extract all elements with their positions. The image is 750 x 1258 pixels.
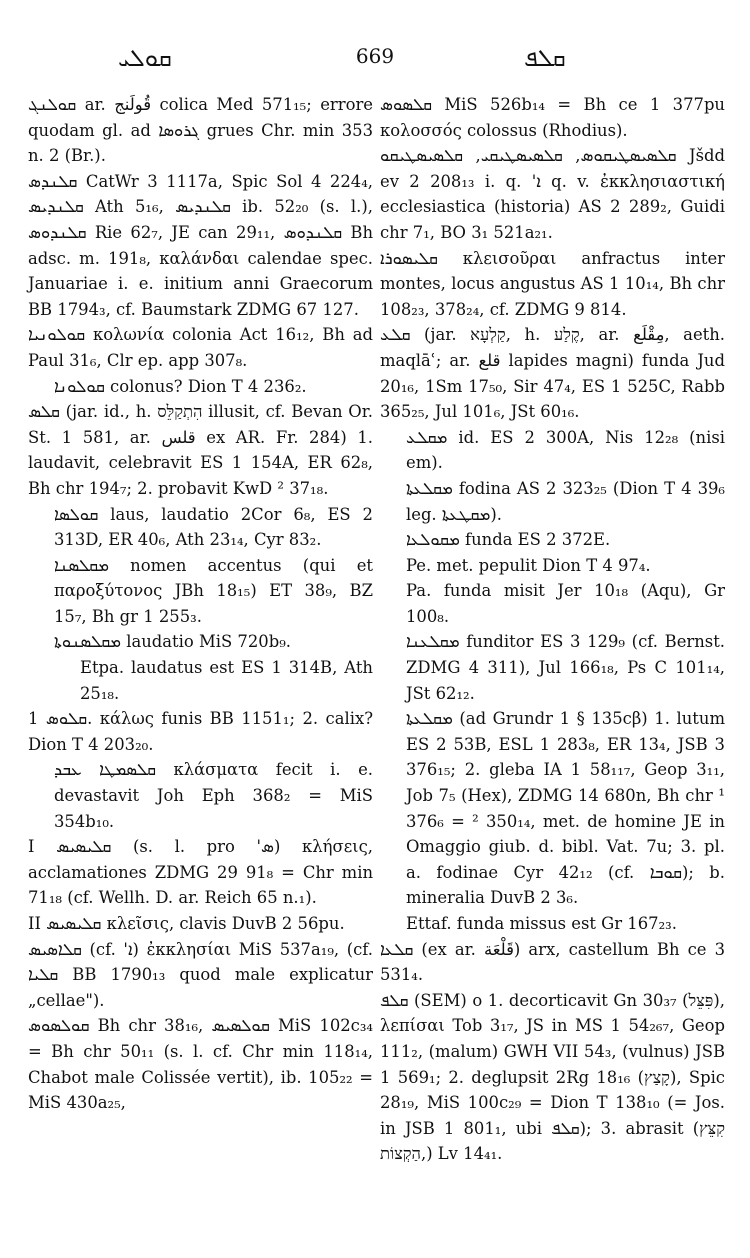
dictionary-entry: ܩܠܣ (jar. id., h. הִתְקַלֵּס illusit, cf. Bevan Or. St. 1 581, ar. قلس ex AR. Fr. 284) 1. laudavit, celebravit ES 1 154A, ER 62₈, Bh chr 194₇; 2. probavit KwD ² 37₁₈. [28, 402, 373, 498]
dictionary-entry: ܡܩܠܥ id. ES 2 300A, Nis 12₂₈ (nisi em). [406, 427, 725, 473]
dictionary-entry: ܩܠܣܘܣ MiS 526b₁₄ = Bh ce 1 377pu κολοσσός colossus (Rhodius). [380, 95, 725, 140]
dictionary-entry: ܩܠܘܣ 1. κάλως funis BB 1151₁; 2. calix? Dion T 4 203₂₀. [28, 709, 373, 754]
dictionary-entry: Pa. funda misit Jer 10₁₈ (Aqu), Gr 100₈. [406, 581, 725, 626]
right-column [380, 92, 725, 1167]
dictionary-entry: ܡܩܠܥܢܐ funditor ES 3 129₉ (cf. Bernst. ZDMG 4 311), Jul 166₁₈, Ps C 101₁₄, JSt 62₁₂. [406, 632, 725, 703]
dictionary-entry: ܩܠܥ (jar. קַלְעָא, h. קֶלַע, ar. مِقْلَع, aeth. maqlāʿ; ar. قلع lapides magni) funda Jud 20₁₆, 1Sm 17₅₀, Sir 47₄, ES 1 525C, Rabb 365₂₅, Jul 101₆, JSt 60₁₆. [380, 325, 726, 422]
dictionary-entry: ܩܘܠܣܐ laus, laudatio 2Cor 6₈, ES 2 313D, ER 40₆, Ath 23₁₄, Cyr 83₂. [54, 504, 373, 550]
dictionary-entry: ܡܩܘܠܥܐ funda ES 2 372E. [406, 530, 611, 550]
dictionary-entry: ܩܘܠܢܓ ar. قُولَنج colica Med 571₁₅; errore quodam gl. ad ܓܪܘܣܐ grues Chr. min 353 n. 2 (Br.). [28, 95, 374, 166]
dictionary-entry: Etpa. laudatus est ES 1 314B, Ath 25₁₈. [80, 658, 373, 703]
left-column [28, 92, 373, 1116]
dictionary-entry: Ettaf. funda missus est Gr 167₂₃. [406, 914, 677, 933]
dictionary-entry: ܩܠܣܝܣܛܝܩܘܣ, ܩܠܣܝܣܛܝܩܝ, ܩܠܣܝܣܛܝܩܘ Jšdd ev 2 208₁₃ i. q. 'ܐ q. v. ἐκκλησιαστική ecclesiastica (historia) AS 2 289₂, Guidi chr 7₁, BO 3₁ 521a₂₁. [380, 146, 725, 242]
left-running-headword: ܩܘܠܝ [118, 44, 172, 72]
page-header [0, 44, 750, 84]
right-running-headword: ܩܠܦ [524, 44, 566, 72]
dictionary-entry: ܩܠܐܣܝܣ (cf. 'ܐ) ἐκκλησίαι MiS 537a₁₉, (cf. ܩܠܝܐ BB 1790₁₃ quod male explicatur „cellae"). [28, 939, 373, 1010]
dictionary-entry: ܩܠܝܣܘܪܐ κλεισοῦραι anfractus inter montes, locus angustus AS 1 10₁₄, Bh chr 108₂₃, 378₂₄, cf. ZDMG 9 814. [380, 248, 725, 319]
dictionary-entry: II ܩܠܝܣܝܣ κλεῖσις, clavis DuvB 2 56pu. [28, 914, 345, 933]
dictionary-entry: ܡܩܠܣܢܐ nomen accentus (qui et παροξύτονος JBh 18₁₅) ET 38₉, BZ 15₇, Bh gr 1 255₃. [54, 555, 373, 626]
dictionary-entry: ܩܠܢܕܣ CatWr 3 1117a, Spic Sol 4 224₄, ܩܠܢܕܝܣ Ath 5₁₆, ܩܠܢܕܝܣ ib. 52₂₀ (s. l.), ܩܠܢܕܘܣ Rie 62₇, JE can 29₁₁, ܩܠܢܕܘܣ Bh adsc. m. 191₈, καλάνδαι calendae spec. Januariae i. e. initium anni Graecorum BB 1794₃, cf. Baumstark ZDMG 67 127. [28, 171, 374, 319]
dictionary-entry: ܡܩܠܥܬܐ (ad Grundr 1 § 135cβ) 1. lutum ES 2 53B, ESL 1 283₈, ER 13₄, JSB 3 376₁₅; 2. gleba IA 1 58₁₁₇, Geop 3₁₁, Job 7₅ (Hex), ZDMG 14 680n, Bh chr ¹ 376₆ = ² 350₁₄, met. de homine JE in Omaggio giub. d. bibl. Vat. 7u; 3. pl. a. fodinae Cyr 42₁₂ (cf. ܩܘܒܐ); b. mineralia DuvB 2 3₆. [406, 709, 725, 908]
dictionary-entry: Pe. met. pepulit Dion T 4 97₄. [406, 555, 651, 575]
dictionary-entry: ܩܘܠܘܢܝܐ κολωνία colonia Act 16₁₂, Bh ad Paul 31₆, Clr ep. app 307₈. [28, 325, 373, 370]
dictionary-entry: ܡܩܠܣܢܘܬܐ laudatio MiS 720b₉. [54, 632, 291, 652]
dictionary-entry: ܩܠܦ (SEM) o 1. decorticavit Gn 30₃₇ (פִּצֵּל), λεπίσαι Tob 3₁₇, JS in MS 1 54₂₆₇, Geop 111₂, (malum) GWH VII 54₃, (vulnus) JSB 1 569₁; 2. deglupsit 2Rg 18₁₆ (קָצַץ), Spic 28₁₉, MiS 100c₂₉ = Dion T 138₁₀ (= Jos. in JSB 1 801₁, ubi ܩܠܦ); 3. abrasit (קִצֵּץ ,הַקְצוֹת) Lv 14₄₁. [380, 990, 725, 1164]
dictionary-entry: ܩܘܠܘܢܐ colonus? Dion T 4 236₂. [54, 376, 307, 396]
dictionary-entry: ܡܩܠܥܬܐ fodina AS 2 323₂₅ (Dion T 4 39₆ leg. ܡܩܛܥܬܐ). [406, 478, 725, 524]
dictionary-entry: ܩܠܣܡܛܐ ܥܒܕ κλάσματα fecit i. e. devastavit Joh Eph 368₂ = MiS 354b₁₀. [54, 760, 373, 831]
dictionary-entry: I ܩܠܝܣܝܣ (s. l. pro 'ܣ) κλήσεις, acclamationes ZDMG 29 91₈ = Chr min 71₁₈ (cf. Wellh. D. ar. Reich 65 n.₁). [28, 837, 373, 908]
page-number: 669 [355, 44, 395, 68]
dictionary-entry: ܩܠܥܐ (ex ar. قَلْعَة) arx, castellum Bh ce 3 531₄. [380, 939, 725, 985]
dictionary-entry: ܩܘܠܣܘܣ Bh chr 38₁₆, ܩܘܠܣܝܣ MiS 102c₃₄ = Bh chr 50₁₁ (s. l. cf. Chr min 118₁₄, Chabot male Colissée vertit), ib. 105₂₂ = MiS 430a₂₅, [28, 1016, 373, 1113]
